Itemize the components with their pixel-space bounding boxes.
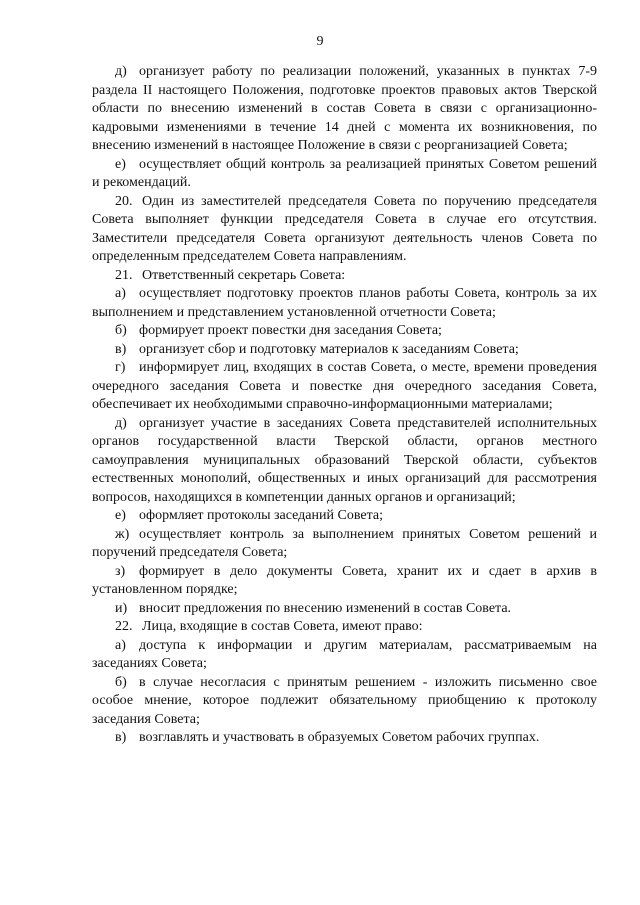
paragraph-marker: а)	[115, 286, 126, 301]
paragraph-marker: а)	[115, 637, 126, 653]
paragraph-marker: г)	[115, 360, 126, 375]
paragraph-text: осуществляет контроль за выполнением принятых Советом решений и поручений председателя Совета;	[92, 526, 597, 560]
paragraph-z-21	[92, 563, 597, 600]
page-number: 9	[316, 34, 324, 49]
paragraph-text: осуществляет общий контроль за реализацией принятых Советом решений и рекомендаций.	[92, 156, 597, 190]
paragraph-marker: д)	[115, 415, 127, 431]
paragraph-text: организует работу по реализации положений, указанных в пунктах 7-9 раздела II настоящего Положения, подготовке проектов правовых актов Тверской области по внесению изменений в состав Совета в связи с организационно-кадровыми изменениями в течение 14 дней с момента их возникновения, по внесению изменений в настоящее Положение в связи с реорганизацией Совета;	[92, 64, 597, 153]
paragraph-v-22	[92, 729, 597, 748]
paragraph-d-1	[92, 63, 597, 156]
paragraph-marker: з)	[115, 563, 126, 579]
paragraph-text: оформляет протоколы заседаний Совета;	[139, 508, 383, 523]
paragraph-b-21	[92, 322, 597, 341]
paragraph-22	[92, 618, 597, 637]
paragraph-g-21	[92, 359, 597, 415]
paragraph-marker: ж)	[115, 526, 130, 542]
paragraph-text: организует сбор и подготовку материалов к заседаниям Совета;	[139, 341, 519, 357]
paragraph-text: формирует проект повестки дня заседания Совета;	[139, 323, 442, 338]
paragraph-text: возглавлять и участвовать в образуемых Советом рабочих группах.	[139, 730, 540, 745]
paragraph-marker: 21.	[115, 267, 133, 283]
paragraph-20	[92, 193, 597, 267]
paragraph-marker: в)	[115, 341, 127, 357]
paragraph-text: доступа к информации и другим материалам, рассматриваемым на заседаниях Совета;	[92, 637, 597, 671]
paragraph-text: информирует лиц, входящих в состав Совета, о месте, времени проведения очередного заседания Совета и повестке дня очередного заседания Совета, обеспечивает их необходимыми справочно-информационными материалами;	[92, 360, 597, 412]
paragraph-e-21	[92, 507, 597, 526]
paragraph-marker: б)	[115, 323, 127, 338]
paragraph-text: Один из заместителей председателя Совета по поручению председателя Совета выполняет функции председателя Совета в случае его отсутствия. Заместители председателя Совета организуют деятельность членов Совета по определенным председателем Совета направлениям.	[92, 193, 597, 264]
paragraph-marker: е)	[115, 508, 126, 523]
paragraph-marker: б)	[115, 674, 127, 690]
paragraph-marker: и)	[115, 600, 128, 616]
paragraph-marker: в)	[115, 730, 127, 745]
paragraph-i-21	[92, 600, 597, 619]
paragraph-d-21	[92, 415, 597, 508]
paragraph-marker: 22.	[115, 619, 133, 634]
document-body	[92, 63, 597, 748]
paragraph-marker: е)	[115, 156, 126, 172]
paragraph-e-1	[92, 156, 597, 193]
paragraph-text: в случае несогласия с принятым решением - изложить письменно свое особое мнение, которое подлежит обязательному приобщению к протоколу заседания Совета;	[92, 674, 597, 727]
paragraph-a-21	[92, 285, 597, 322]
paragraph-marker: д)	[115, 64, 127, 79]
paragraph-text: вносит предложения по внесению изменений в состав Совета.	[139, 600, 512, 616]
paragraph-text: организует участие в заседаниях Совета представителей исполнительных органов государственной власти Тверской области, органов местного самоуправления муниципальных образований Тверской области, субъектов естественных монополий, общественных и иных организаций для рассмотрения вопросов, находящихся в компетенции данных органов и организаций;	[92, 415, 597, 505]
paragraph-text: формирует в дело документы Совета, хранит их и сдает в архив в установленном порядке;	[92, 563, 597, 597]
paragraph-marker: 20.	[115, 193, 133, 209]
paragraph-21	[92, 267, 597, 286]
paragraph-b-22	[92, 674, 597, 730]
paragraph-zh-21	[92, 526, 597, 563]
paragraph-text: Лица, входящие в состав Совета, имеют право:	[142, 619, 423, 634]
paragraph-a-22	[92, 637, 597, 674]
paragraph-text: осуществляет подготовку проектов планов работы Совета, контроль за их выполнением и представлением установленной отчетности Совета;	[92, 286, 597, 320]
paragraph-v-21	[92, 341, 597, 360]
paragraph-text: Ответственный секретарь Совета:	[142, 267, 346, 283]
